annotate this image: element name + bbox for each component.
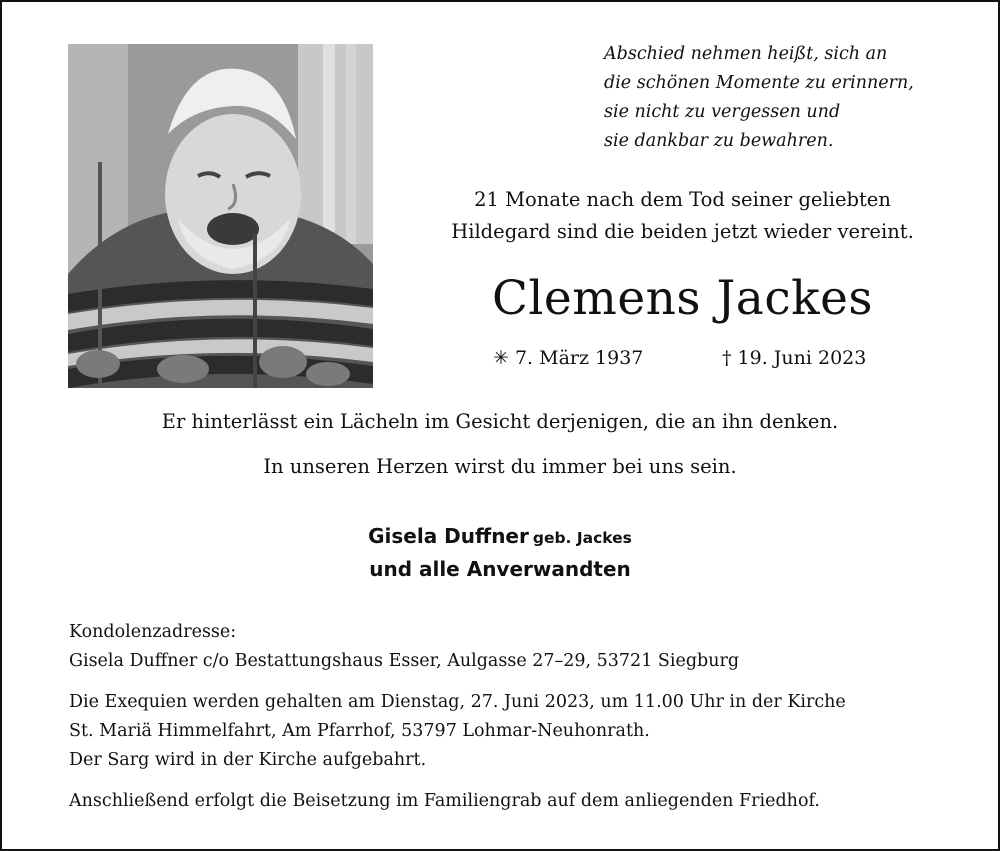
portrait-photo [68, 44, 373, 388]
message-line: Er hinterlässt ein Lächeln im Gesicht derjenigen, die an ihn denken. [161, 410, 839, 433]
quote-line: sie nicht zu vergessen und [604, 102, 841, 122]
service-line: Die Exequien werden gehalten am Dienstag, 27. Juni 2023, um 11.00 Uhr in der Kirche [69, 692, 846, 712]
service-line: Der Sarg wird in der Kirche aufgebahrt. [69, 750, 427, 770]
intro-line: Hildegard sind die beiden jetzt wieder vereint. [451, 220, 914, 243]
mourner-name: Gisela Duffner [368, 524, 529, 548]
quote-line: sie dankbar zu bewahren. [604, 131, 834, 151]
mourner-maiden-name: geb. Jackes [532, 529, 632, 547]
condolence-label: Kondolenzadresse: [69, 622, 237, 642]
mourners-others: und alle Anverwandten [369, 557, 631, 581]
burial-line: Anschließend erfolgt die Beisetzung im Familiengrab auf dem anliegenden Friedhof. [69, 791, 820, 811]
death-date: † 19. Juni 2023 [722, 347, 867, 369]
intro-text [420, 184, 945, 248]
service-block [69, 688, 846, 775]
portrait-illustration [68, 44, 373, 388]
deceased-name: Clemens Jackes [491, 271, 874, 326]
quote-block [604, 40, 914, 156]
mourner-name-line [0, 524, 1000, 548]
service-line: St. Mariä Himmelfahrt, Am Pfarrhof, 53797 Lohmar-Neuhonrath. [69, 721, 650, 741]
message-line: In unseren Herzen wirst du immer bei uns sein. [263, 455, 737, 478]
condolence-address: Gisela Duffner c/o Bestattungshaus Esser, Aulgasse 27–29, 53721 Siegburg [69, 651, 740, 671]
condolence-block [69, 618, 739, 676]
quote-line: die schönen Momente zu erinnern, [604, 73, 914, 93]
quote-line: Abschied nehmen heißt, sich an [604, 44, 888, 64]
birth-date: ✳ 7. März 1937 [493, 347, 644, 369]
intro-line: 21 Monate nach dem Tod seiner geliebten [474, 188, 891, 211]
